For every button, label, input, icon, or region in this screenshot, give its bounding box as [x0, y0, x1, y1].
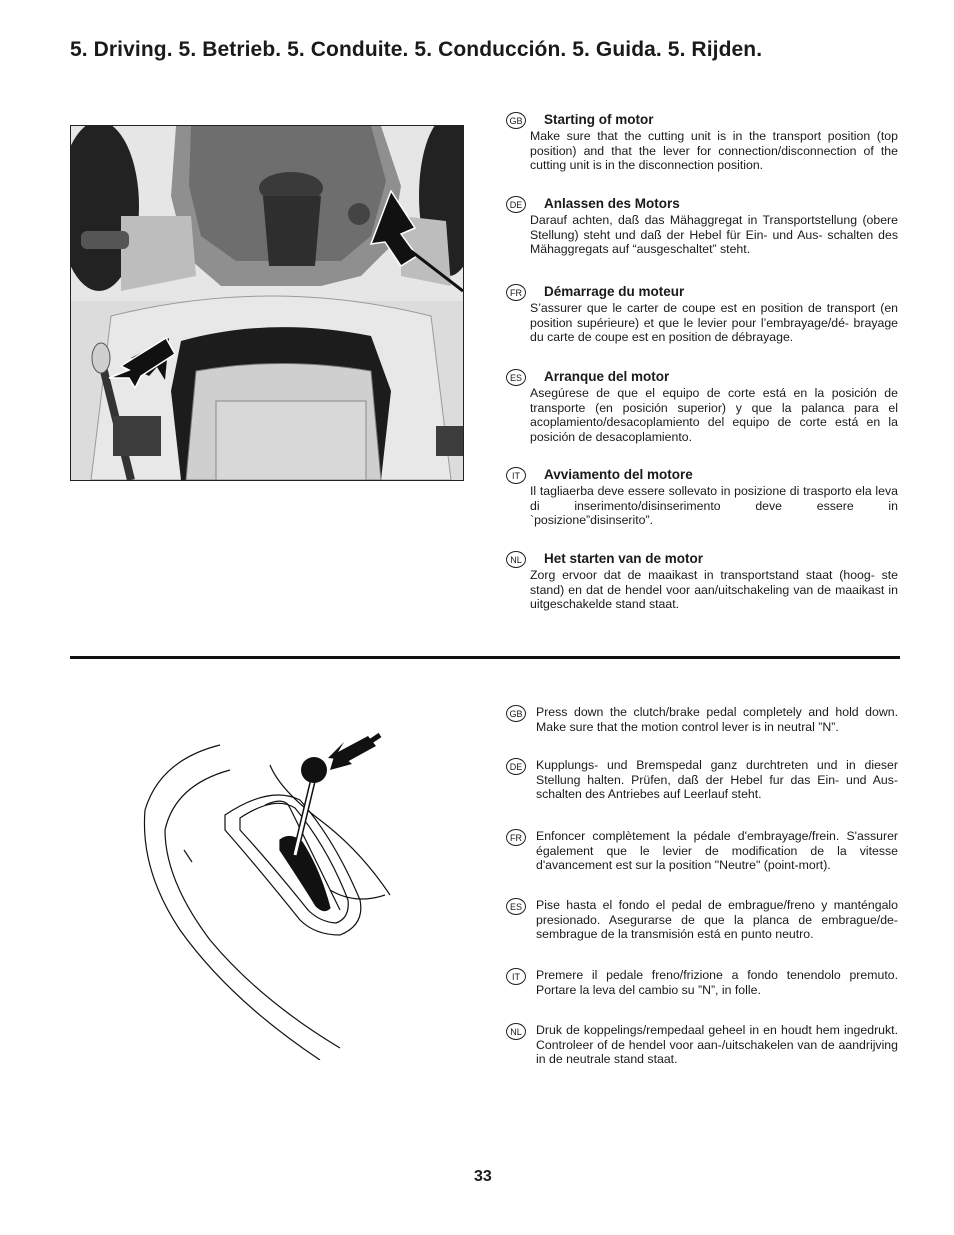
entry-body: Press down the clutch/brake pedal completely and hold down. Make sure that the motion control lever is in neutral ”N”.	[536, 705, 898, 734]
page-title: 5. Driving. 5. Betrieb. 5. Conduite. 5. Conducción. 5. Guida. 5. Rijden.	[70, 38, 763, 61]
language-badge: FR	[506, 829, 526, 846]
language-badge: FR	[506, 284, 526, 301]
motion-control-lever-drawing	[140, 730, 440, 1060]
tractor-seat-illustration	[71, 126, 463, 480]
entry-body: Make sure that the cutting unit is in the transport position (top position) and that the lever for connection/disconnection of the cutting unit is in the disconnection position.	[530, 129, 898, 173]
section-divider	[70, 656, 900, 659]
language-badge: NL	[506, 1023, 526, 1040]
entry-body: Asegúrese de que el equipo de corte está en la posición de transporte (en posición superior) y que la palanca para el acoplamiento/desacoplamiento del equipo de corte está en la posición de desacoplamiento.	[530, 386, 898, 444]
entry-heading: Het starten van de motor	[544, 551, 704, 566]
entry-body: Zorg ervoor dat de maaikast in transportstand staat (hoog- ste stand) en dat de hendel voor aan/uitschakeling van de maaikast in uitgeschakelde stand staat.	[530, 568, 898, 612]
tractor-seat-photo	[70, 125, 464, 481]
entry-body: Kupplungs- und Bremspedal ganz durchtreten und in dieser Stellung halten. Prüfen, daß der Hebel fur das Ein- und Aus- schalten des Antriebes auf Leerlauf steht.	[536, 758, 898, 802]
language-badge: DE	[506, 758, 526, 775]
entry-it-starting	[506, 467, 898, 528]
entry-body: Pise hasta el fondo el pedal de embrague/freno y manténgalo presionado. Asegurarse de que la planca de embrague/de- sembrague de la transmisión está en punto neutro.	[536, 898, 898, 942]
entry-body: Il tagliaerba deve essere sollevato in posizione di trasporto ela leva di inserimento/disinserimento deve essere in `posizione”disinserito”.	[530, 484, 898, 528]
entry-heading: Arranque del motor	[544, 369, 670, 384]
entry-heading: Avviamento del motore	[544, 467, 693, 482]
entry-es-starting	[506, 369, 898, 444]
entry-de-starting	[506, 196, 898, 257]
language-badge: GB	[506, 112, 526, 129]
entry-body: Druk de koppelings/rempedaal geheel in en houdt hem ingedrukt. Controleer of de hendel voor aan-/uitschakelen van de aandrijving in de neutrale stand staat.	[536, 1023, 898, 1067]
entry-gb-starting	[506, 112, 898, 173]
language-badge: IT	[506, 968, 526, 985]
language-badge: GB	[506, 705, 526, 722]
language-badge: ES	[506, 898, 526, 915]
entry-nl-pedal	[506, 1023, 898, 1067]
entry-it-pedal	[506, 968, 898, 997]
page-number: 33	[474, 1168, 492, 1185]
language-badge: ES	[506, 369, 526, 386]
entry-heading: Starting of motor	[544, 112, 654, 127]
entry-fr-starting	[506, 284, 898, 345]
entry-heading: Anlassen des Motors	[544, 196, 680, 211]
entry-heading: Démarrage du moteur	[544, 284, 685, 299]
language-badge: DE	[506, 196, 526, 213]
entry-body: Enfoncer complètement la pédale d'embrayage/frein. S'assurer également que le levier de modification de la vitesse d'avancement est sur la position "Neutre" (point-mort).	[536, 829, 898, 873]
entry-gb-pedal	[506, 705, 898, 734]
language-badge: NL	[506, 551, 526, 568]
entry-es-pedal	[506, 898, 898, 942]
entry-nl-starting	[506, 551, 898, 612]
entry-de-pedal	[506, 758, 898, 802]
language-badge: IT	[506, 467, 526, 484]
entry-body: Darauf achten, daß das Mähaggregat in Transportstellung (obere Stellung) steht und daß der Hebel für Ein- und Aus- schalten des Mähaggregats auf “ausgeschaltet” steht.	[530, 213, 898, 257]
entry-body: Premere il pedale freno/frizione a fondo tenendolo premuto. Portare la leva del cambio su ”N”, in folle.	[536, 968, 898, 997]
entry-body: S’assurer que le carter de coupe est en position de transport (en position supérieure) et que le levier pour l’embrayage/dé- brayage du carte de coupe est en position de débrayage.	[530, 301, 898, 345]
entry-fr-pedal	[506, 829, 898, 873]
